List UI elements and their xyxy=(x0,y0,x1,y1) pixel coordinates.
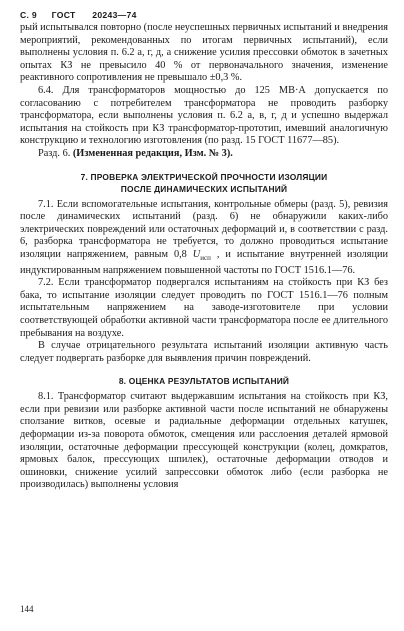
page-header xyxy=(20,8,388,22)
voltage-subscript: исп xyxy=(200,253,211,262)
paragraph-continuation: рый испытывался повторно (после неуспешных первичных испытаний и внедрения мероприятий, рекомендованных по итогам первичных испытаний), если выполнены условия п. 6.2 а, г, д, а снижение усилия прессовки обмоток в зачетных опытах КЗ не превысило 40 % от первоначального значения, изменение реактивного сопротивления не превышало ±0,3 %. xyxy=(20,22,388,84)
voltage-symbol: U xyxy=(192,248,201,260)
amendment-bold: (Измененная редакция, Изм. № 3). xyxy=(72,147,233,159)
paragraph-amendment-note xyxy=(20,148,388,161)
header-page-label: С. 9 xyxy=(20,10,37,20)
paragraph-8-1: 8.1. Трансформатор считают выдержавшим испытания на стойкость при КЗ, если при ревизии или разборке активной части после испытаний не обнаружены сползание витков, осевые и радиальные деформации отдельных катушек, деформации из-за поворота обмоток, смещения или расслоения деталей ярмовой изоляции, остаточные деформации прессующей конструкции (колец, домкратов, ярмовых балок, прессующих шпилек), остаточные деформации отводов и ошиновки, снижение усилий запрессовки обмоток либо (если разборка не производилась) выполнены условия xyxy=(20,391,388,491)
paragraph-7-1-part-b: , и испытание внутренней изоляции индуктированным напряжением повышенной частоты по ГОСТ 1516.1—76. xyxy=(20,248,388,276)
paragraph-7-1-part-a: 7.1. Если вспомогательные испытания, контрольные обмеры (разд. 5), ревизия после динамических испытаний (разд. 6) не обнаружили каких-либо электрических повреждений или остаточных деформаций и, в соответствии с разд. 6, разборка трансформатора не требуется, то должно проводиться испытание изоляции напряжением, равным 0,8 xyxy=(20,198,388,260)
document-body xyxy=(20,22,388,492)
paragraph-7-1 xyxy=(20,199,388,278)
section-8-title: 8. ОЦЕНКА РЕЗУЛЬТАТОВ ИСПЫТАНИЙ xyxy=(118,376,290,387)
header-standard: ГОСТ xyxy=(51,10,76,20)
header-standard-number: 20243—74 xyxy=(92,10,137,20)
page-number: 144 xyxy=(20,604,34,614)
amendment-prefix: Разд. 6. xyxy=(38,147,71,159)
section-7-title-line1: 7. ПРОВЕРКА ЭЛЕКТРИЧЕСКОЙ ПРОЧНОСТИ ИЗОЛЯЦИИ xyxy=(80,171,328,182)
section-7-title-line2: ПОСЛЕ ДИНАМИЧЕСКИХ ИСПЫТАНИЙ xyxy=(120,183,288,194)
paragraph-7-2: 7.2. Если трансформатор подвергался испытаниям на стойкость при КЗ без бака, то испытание изоляции следует проводить по ГОСТ 1516.1—76 полным испытательным напряжением на заводе-изготовителе при условии соответствующей обработки активной части трансформатора после ее длительного пребывания на воздухе. xyxy=(20,277,388,339)
section-7-title xyxy=(20,171,388,195)
paragraph-7-2-second: В случае отрицательного результата испытаний изоляции активную часть следует подвергать разборке для выявления причин повреждений. xyxy=(20,340,388,364)
paragraph-6-4: 6.4. Для трансформаторов мощностью до 125 МВ·А допускается по согласованию с потребителем трансформатора не проводить разборку трансформатора, если выполнены условия п. 6.2 а, в, г, д и успешно выдержал испытания на стойкость при КЗ трансформатор-прототип, имевший аналогичную конструкцию и технологию изготовления (по разд. 15 ГОСТ 11677—85). xyxy=(20,84,388,147)
